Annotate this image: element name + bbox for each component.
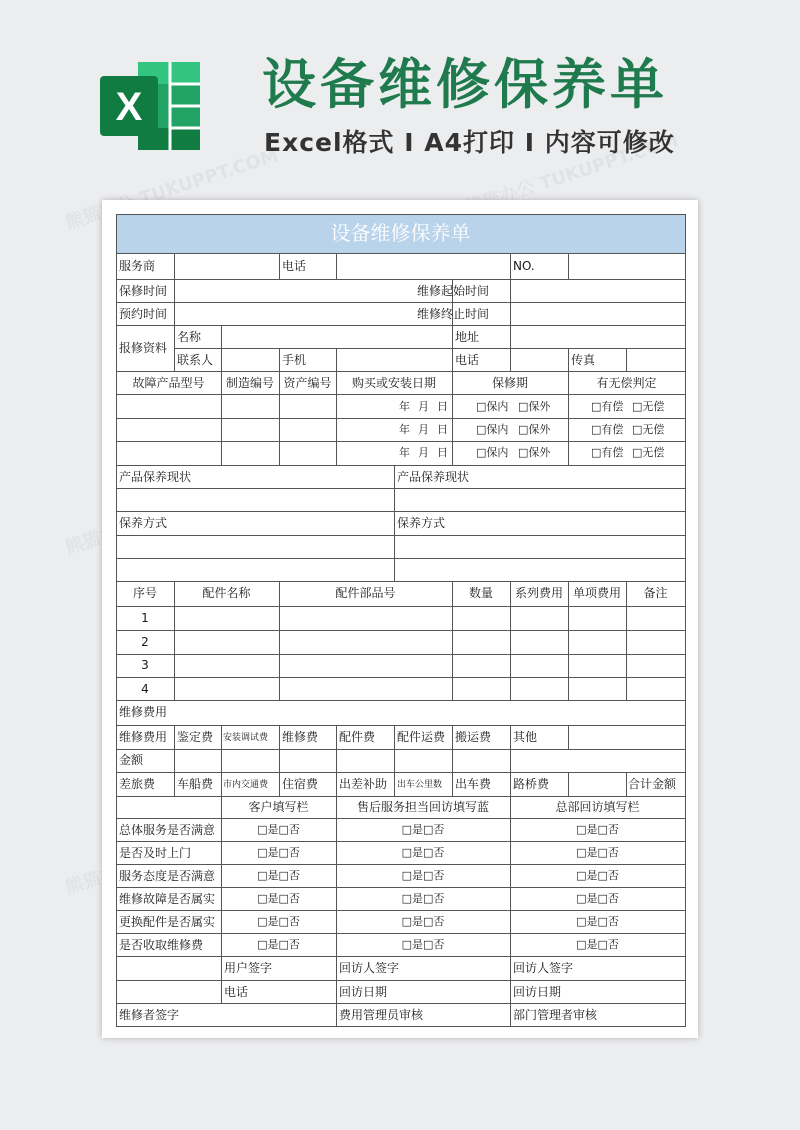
header-quantity: 数量: [468, 586, 493, 600]
header-paid-judgment: 有无偿判定: [596, 376, 657, 390]
page-title: 设备维修保养单: [262, 53, 668, 116]
label-visit-date: 回访日期: [339, 985, 388, 999]
checkbox-free[interactable]: □无偿: [632, 400, 665, 413]
parts-row-number: 3: [141, 658, 149, 672]
fee-label-repair-cost: 维修费用: [119, 730, 168, 744]
label-appointment-time: 预约时间: [119, 307, 168, 321]
travel-label-dispatch: 出车费: [455, 777, 492, 791]
fee-label-appraisal: 鉴定费: [177, 730, 214, 744]
checkbox-out-warranty[interactable]: □保外: [518, 400, 551, 413]
checkbox-in-warranty[interactable]: □保内: [476, 400, 509, 413]
travel-label-mileage: 出车公里数: [397, 780, 443, 790]
label-repairer-sign: 维修者签字: [119, 1008, 180, 1022]
date-year: 年: [399, 446, 410, 459]
checkbox-paid[interactable]: □有偿: [591, 446, 624, 459]
checkbox-paid[interactable]: □有偿: [591, 423, 624, 436]
label-user-sign: 用户签字: [224, 961, 273, 975]
checkbox-yes-no[interactable]: □是□否: [257, 823, 300, 836]
checkbox-yes-no[interactable]: □是□否: [401, 823, 445, 836]
fee-label-parts: 配件费: [339, 730, 376, 744]
label-repair-fee: 维修费用: [119, 705, 168, 719]
label-address: 地址: [455, 330, 480, 344]
checkbox-yes-no[interactable]: □是□否: [257, 892, 300, 905]
label-dept-manager: 部门管理者审核: [513, 1008, 598, 1022]
date-month: 月: [418, 446, 429, 459]
logo-letter: X: [115, 85, 143, 129]
header-seq: 序号: [132, 586, 157, 600]
fee-label-handling: 搬运费: [455, 730, 492, 744]
date-day: 日: [437, 423, 448, 436]
form-banner-title: 设备维修保养单: [116, 214, 685, 253]
checkbox-yes-no[interactable]: □是□否: [401, 869, 445, 882]
parts-row-number: 4: [141, 682, 149, 696]
checkbox-yes-no[interactable]: □是□否: [257, 846, 300, 859]
header-part-name: 配件名称: [202, 586, 251, 600]
checkbox-yes-no[interactable]: □是□否: [257, 869, 300, 882]
header-series-fee: 系列费用: [514, 586, 563, 600]
fee-label-other: 其他: [513, 730, 538, 744]
checkbox-yes-no[interactable]: □是□否: [576, 892, 619, 905]
travel-label-city-transport: 市内交通费: [223, 780, 269, 790]
travel-label-total: 合计金额: [628, 777, 677, 791]
label-warranty-time: 保修时间: [119, 284, 168, 298]
label-product-status: 产品保养现状: [119, 470, 192, 484]
fee-label-installation: 安装调试费: [223, 733, 269, 743]
header-item-fee: 单项费用: [572, 586, 621, 600]
travel-label-vehicle: 车船费: [177, 777, 214, 791]
survey-question: 更换配件是否属实: [119, 915, 216, 929]
label-visitor-sign-hq: 回访人签字: [513, 961, 574, 975]
survey-question: 是否收取维修费: [119, 938, 204, 952]
survey-question: 服务态度是否满意: [119, 869, 216, 883]
checkbox-free[interactable]: □无偿: [632, 446, 665, 459]
survey-question: 总体服务是否满意: [119, 823, 216, 837]
label-name: 名称: [177, 330, 202, 344]
checkbox-in-warranty[interactable]: □保内: [476, 446, 509, 459]
label-service-provider: 服务商: [119, 259, 156, 273]
label-repair-end: 维修终止时间: [417, 307, 490, 321]
checkbox-yes-no[interactable]: □是□否: [401, 892, 445, 905]
survey-header-customer: 客户填写栏: [248, 800, 309, 814]
checkbox-yes-no[interactable]: □是□否: [576, 846, 619, 859]
travel-label-allowance: 出差补助: [339, 777, 388, 791]
header-asset-no: 资产编号: [283, 376, 332, 390]
header-fault-model: 故障产品型号: [132, 376, 205, 390]
label-report-info: 报修资料: [119, 341, 168, 355]
checkbox-yes-no[interactable]: □是□否: [576, 938, 619, 951]
travel-label-travel: 差旅费: [119, 777, 156, 791]
checkbox-paid[interactable]: □有偿: [591, 400, 624, 413]
checkbox-yes-no[interactable]: □是□否: [401, 846, 445, 859]
fee-label-repair: 维修费: [282, 730, 319, 744]
checkbox-yes-no[interactable]: □是□否: [576, 823, 619, 836]
parts-row-number: 1: [141, 611, 149, 625]
label-fax: 传真: [571, 353, 596, 367]
label-fee-manager: 费用管理员审核: [339, 1008, 424, 1022]
checkbox-yes-no[interactable]: □是□否: [257, 938, 300, 951]
label-mobile: 手机: [282, 353, 307, 367]
label-no: NO.: [513, 259, 535, 273]
checkbox-yes-no[interactable]: □是□否: [576, 915, 619, 928]
checkbox-free[interactable]: □无偿: [632, 423, 665, 436]
header-part-number: 配件部品号: [335, 586, 396, 600]
fee-label-parts-shipping: 配件运费: [397, 730, 446, 744]
checkbox-yes-no[interactable]: □是□否: [401, 915, 445, 928]
checkbox-in-warranty[interactable]: □保内: [476, 423, 509, 436]
label-phone: 电话: [282, 259, 307, 273]
survey-question: 维修故障是否属实: [119, 892, 216, 906]
label-visit-date-hq: 回访日期: [513, 985, 562, 999]
label-maintenance-method: 保养方式: [119, 516, 168, 530]
date-year: 年: [399, 400, 410, 413]
date-day: 日: [437, 446, 448, 459]
checkbox-yes-no[interactable]: □是□否: [576, 869, 619, 882]
date-year: 年: [399, 423, 410, 436]
header-purchase-date: 购买或安装日期: [351, 376, 436, 390]
checkbox-out-warranty[interactable]: □保外: [518, 446, 551, 459]
label-phone3: 电话: [224, 985, 249, 999]
parts-row-number: 2: [141, 635, 149, 649]
label-repair-start: 维修起始时间: [417, 284, 490, 298]
travel-label-lodging: 住宿费: [282, 777, 319, 791]
survey-question: 是否及时上门: [119, 846, 192, 860]
date-month: 月: [418, 400, 429, 413]
label-amount: 金额: [119, 753, 144, 767]
date-day: 日: [437, 400, 448, 413]
page-subtitle: Excel格式 I A4打印 I 内容可修改: [264, 128, 675, 157]
checkbox-yes-no[interactable]: □是□否: [257, 915, 300, 928]
checkbox-out-warranty[interactable]: □保外: [518, 423, 551, 436]
date-month: 月: [418, 423, 429, 436]
label-contact: 联系人: [177, 353, 214, 367]
survey-header-hq: 总部回访填写栏: [555, 800, 640, 814]
header-remarks: 备注: [643, 586, 668, 600]
survey-header-service: 售后服务担当回访填写蓝: [356, 800, 489, 814]
label-visitor-sign: 回访人签字: [339, 961, 400, 975]
checkbox-yes-no[interactable]: □是□否: [401, 938, 445, 951]
travel-label-toll: 路桥费: [513, 777, 550, 791]
header-serial-no: 制造编号: [225, 376, 274, 390]
header-warranty: 保修期: [491, 376, 528, 390]
label-phone2: 电话: [455, 353, 480, 367]
label-maintenance-method: 保养方式: [397, 516, 446, 530]
label-product-status: 产品保养现状: [397, 470, 470, 484]
